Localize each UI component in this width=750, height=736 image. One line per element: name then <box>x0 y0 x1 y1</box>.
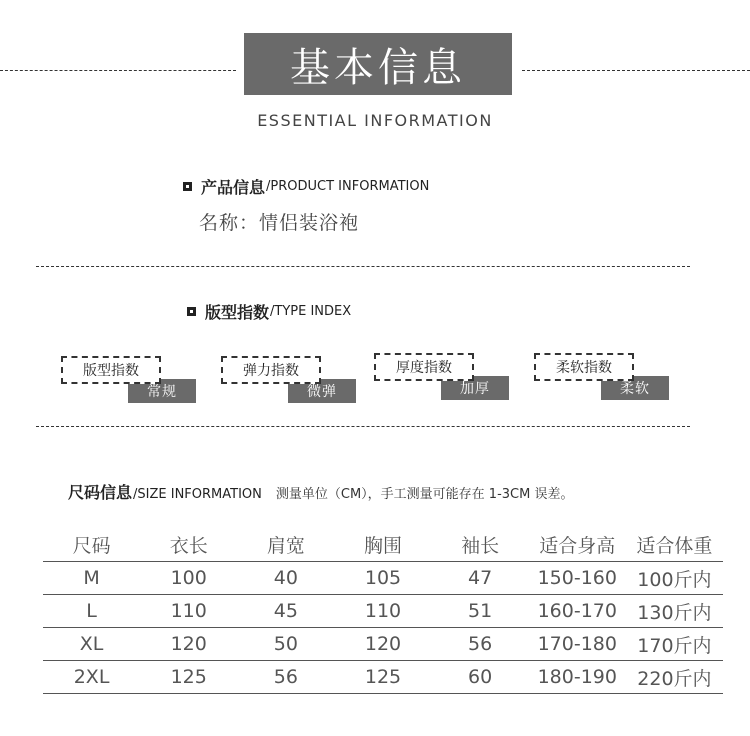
table-cell: 40 <box>237 562 334 595</box>
type-index-label: 版型指数 <box>61 356 161 384</box>
table-cell: 100 <box>140 562 237 595</box>
table-cell: 2XL <box>43 661 140 694</box>
table-cell: 170-180 <box>529 628 626 661</box>
table-cell: 60 <box>432 661 529 694</box>
square-bullet-icon <box>183 182 192 191</box>
size-info-heading-cn: 尺码信息 <box>68 483 133 502</box>
product-info-heading-en: /PRODUCT INFORMATION <box>266 179 430 194</box>
table-cell: 120 <box>334 628 431 661</box>
table-cell: 56 <box>432 628 529 661</box>
page-subtitle: ESSENTIAL INFORMATION <box>257 111 493 130</box>
table-row <box>43 628 723 661</box>
type-index-heading <box>187 300 351 323</box>
column-header: 适合体重 <box>636 534 713 557</box>
table-cell: 110 <box>140 595 237 628</box>
table-row <box>43 661 723 694</box>
table-cell: L <box>43 595 140 628</box>
size-table <box>43 527 723 694</box>
type-index-label: 弹力指数 <box>221 356 321 384</box>
product-name: 名称：情侣装浴袍 <box>199 212 360 234</box>
column-header: 适合身高 <box>539 534 616 557</box>
table-cell: 51 <box>432 595 529 628</box>
table-cell: 220斤内 <box>626 661 723 694</box>
table-cell: 45 <box>237 595 334 628</box>
type-index-item <box>534 353 670 403</box>
type-index-heading-cn: 版型指数 <box>205 303 270 322</box>
size-info-heading <box>68 480 573 503</box>
type-index-item <box>221 356 357 406</box>
column-header: 肩宽 <box>266 534 305 557</box>
table-cell: 180-190 <box>529 661 626 694</box>
table-header-row <box>43 527 723 562</box>
table-cell: 50 <box>237 628 334 661</box>
table-cell: 47 <box>432 562 529 595</box>
product-info-heading-cn: 产品信息 <box>201 178 266 197</box>
table-cell: 56 <box>237 661 334 694</box>
table-row <box>43 595 723 628</box>
size-info-heading-en: /SIZE INFORMATION <box>133 487 262 502</box>
header-divider-left <box>0 70 236 71</box>
measurement-note: 测量单位（CM），手工测量可能存在 1-3CM 误差。 <box>275 487 574 502</box>
table-cell: 100斤内 <box>626 562 723 595</box>
type-index-label: 厚度指数 <box>374 353 474 381</box>
type-index-item <box>61 356 197 406</box>
table-cell: 110 <box>334 595 431 628</box>
column-header: 尺码 <box>72 534 111 557</box>
table-cell: M <box>43 562 140 595</box>
table-cell: 170斤内 <box>626 628 723 661</box>
table-cell: XL <box>43 628 140 661</box>
type-index-heading-en: /TYPE INDEX <box>270 304 352 319</box>
table-cell: 150-160 <box>529 562 626 595</box>
column-header: 袖长 <box>461 534 500 557</box>
product-info-heading <box>183 175 429 198</box>
section-divider <box>36 266 690 267</box>
type-index-value: 常规 <box>128 379 196 403</box>
section-divider <box>36 426 690 427</box>
type-index-label: 柔软指数 <box>534 353 634 381</box>
square-bullet-icon <box>187 307 196 316</box>
header-divider-right <box>522 70 750 71</box>
column-header: 胸围 <box>363 534 402 557</box>
table-cell: 125 <box>140 661 237 694</box>
table-cell: 160-170 <box>529 595 626 628</box>
table-cell: 120 <box>140 628 237 661</box>
type-index-value: 微弹 <box>288 379 356 403</box>
table-cell: 125 <box>334 661 431 694</box>
type-index-value: 加厚 <box>441 376 509 400</box>
page-title: 基本信息 <box>244 33 512 95</box>
column-header: 衣长 <box>169 534 208 557</box>
type-index-item <box>374 353 510 403</box>
table-row <box>43 562 723 595</box>
table-cell: 130斤内 <box>626 595 723 628</box>
type-index-value: 柔软 <box>601 376 669 400</box>
table-cell: 105 <box>334 562 431 595</box>
